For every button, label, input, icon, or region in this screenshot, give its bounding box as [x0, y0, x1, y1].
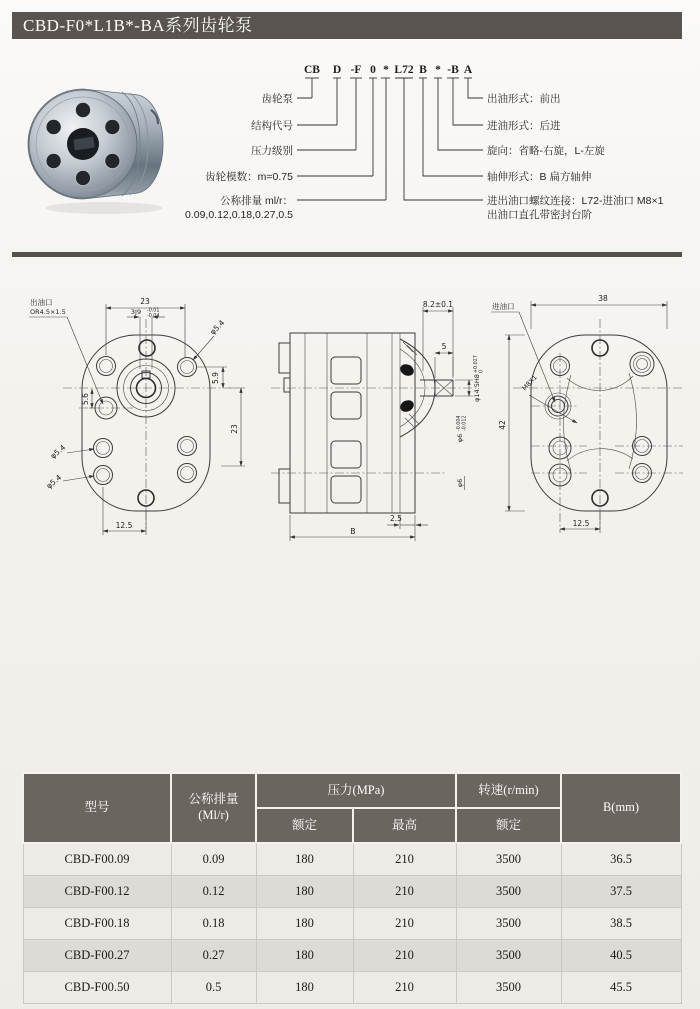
spec-table — [22, 772, 682, 1004]
model-code-connector-lines — [297, 78, 483, 200]
table-row — [23, 972, 681, 1004]
code-seg-b2: -B — [447, 64, 459, 76]
rear-view-geometry — [513, 319, 683, 533]
cell-speed: 3500 — [456, 876, 561, 908]
table-row — [23, 843, 681, 876]
front-hole-dia-tr: φ5.4 — [208, 318, 227, 337]
col-header-pressure-max: 最高 — [353, 808, 456, 843]
pump-photo-art — [28, 89, 163, 214]
col-header-pressure-group: 压力(MPa) — [256, 773, 456, 808]
side-gear-shaft-dia: φ6 — [456, 433, 464, 443]
cell-b: 36.5 — [561, 843, 681, 876]
cell-displacement: 0.12 — [171, 876, 256, 908]
front-dim-23-right: 23 — [230, 424, 239, 434]
code-seg-cb: CB — [304, 64, 320, 76]
col-header-pressure-rated: 额定 — [256, 808, 353, 843]
label-displacement-values: 0.09,0.12,0.18,0.27,0.5 — [185, 209, 293, 221]
side-dim-5: 5 — [441, 342, 447, 351]
side-bore-dia-label — [456, 476, 465, 490]
front-hole-dia-ll1: φ5.4 — [48, 442, 68, 461]
code-seg-l72: L72 — [394, 64, 414, 76]
front-view — [29, 297, 245, 535]
side-bore-dia: φ6 — [456, 478, 464, 488]
cell-pressure-rated: 180 — [256, 876, 353, 908]
cell-pressure-max: 210 — [353, 972, 456, 1004]
side-gear-shaft-tol-lower: -0.012 — [462, 415, 468, 431]
col-header-speed-group: 转速(r/min) — [456, 773, 561, 808]
rear-port-label: 进油口 — [492, 302, 515, 311]
code-seg-f: -F — [350, 64, 362, 76]
side-dim-b: B — [350, 527, 356, 536]
cell-pressure-max: 210 — [353, 908, 456, 940]
label-shaft-type: 轴伸形式：B 扁方轴伸 — [487, 171, 592, 183]
side-shaft-dia: φ14.5H8 — [473, 374, 481, 402]
rear-dim-38: 38 — [598, 294, 608, 303]
side-shaft-dia-tol-upper: +0.027 — [474, 355, 479, 373]
cell-speed: 3500 — [456, 972, 561, 1004]
cell-pressure-rated: 180 — [256, 940, 353, 972]
side-shaft-dia-tol-lower: 0 — [479, 369, 485, 373]
side-view — [271, 300, 485, 541]
table-row — [23, 940, 681, 972]
product-photo — [24, 72, 180, 218]
side-shaft-dia-label — [473, 355, 485, 402]
front-dim-23-top: 23 — [140, 297, 150, 306]
cell-b: 40.5 — [561, 940, 681, 972]
front-dim-5-9: 5.9 — [211, 372, 220, 384]
label-pressure-grade: 压力级别 — [251, 145, 293, 157]
cell-b: 45.5 — [561, 972, 681, 1004]
code-seg-b1: B — [419, 64, 427, 76]
label-gear-pump: 齿轮泵 — [261, 93, 293, 105]
model-code-left-labels — [185, 92, 293, 221]
side-gear-shaft-dia-label — [456, 416, 468, 443]
code-seg-0: 0 — [370, 64, 376, 76]
label-structure-code: 结构代号 — [251, 120, 293, 132]
label-port-thread-2: 出油口直孔带密封台阶 — [487, 209, 592, 221]
front-view-geometry — [63, 319, 231, 529]
front-dim-keyway: 3J9 — [130, 308, 142, 316]
cell-pressure-max: 210 — [353, 876, 456, 908]
col-header-displacement — [171, 773, 256, 843]
cell-displacement: 0.18 — [171, 908, 256, 940]
label-port-thread: 进出油口螺纹连接：L72-进油口 M8×1 — [487, 195, 664, 207]
cell-model: CBD-F00.27 — [23, 940, 171, 972]
rear-dim-42: 42 — [498, 420, 507, 430]
cell-pressure-max: 210 — [353, 940, 456, 972]
side-view-dimensions — [290, 300, 485, 541]
code-seg-star1: * — [383, 64, 389, 76]
front-port-spec: OR4.5×1.5 — [30, 308, 66, 316]
cell-pressure-max: 210 — [353, 843, 456, 876]
cell-displacement: 0.27 — [171, 940, 256, 972]
cell-model: CBD-F00.09 — [23, 843, 171, 876]
rear-view-dimensions — [491, 294, 667, 533]
side-view-geometry — [271, 333, 477, 513]
cell-speed: 3500 — [456, 908, 561, 940]
technical-drawings — [15, 283, 687, 575]
cell-speed: 3500 — [456, 843, 561, 876]
front-keyway-tol-upper: -0.01 — [147, 308, 160, 314]
rear-dim-12-5: 12.5 — [572, 519, 590, 528]
label-gear-module: 齿轮模数：m=0.75 — [205, 171, 293, 183]
front-keyway-tol-lower: -0.04 — [147, 314, 160, 319]
code-seg-a: A — [463, 64, 473, 76]
rear-thread-label: M8X1 — [520, 373, 539, 393]
table-row — [23, 908, 681, 940]
model-code-right-labels — [487, 92, 664, 221]
cell-pressure-rated: 180 — [256, 972, 353, 1004]
cell-displacement: 0.5 — [171, 972, 256, 1004]
code-seg-star2: * — [435, 64, 441, 76]
cell-model: CBD-F00.12 — [23, 876, 171, 908]
cell-b: 38.5 — [561, 908, 681, 940]
side-dim-8-2: 8.2±0.1 — [422, 300, 454, 309]
displacement-header-line1: 公称排量 — [188, 792, 239, 807]
cell-displacement: 0.09 — [171, 843, 256, 876]
label-rotation: 旋向：省略-右旋，L-左旋 — [487, 145, 605, 157]
cell-b: 37.5 — [561, 876, 681, 908]
label-inlet-form: 进油形式：后进 — [487, 120, 561, 132]
cell-pressure-rated: 180 — [256, 908, 353, 940]
label-outlet-form: 出油形式：前出 — [487, 93, 561, 105]
cell-model: CBD-F00.50 — [23, 972, 171, 1004]
cell-speed: 3500 — [456, 940, 561, 972]
side-dim-2-5: 2.5 — [390, 514, 402, 523]
front-hole-dia-ll2: φ5.4 — [44, 472, 64, 491]
section-divider — [12, 252, 682, 257]
page-title: CBD-F0*L1B*-BA系列齿轮泵 — [12, 12, 682, 39]
front-port-label: 出油口 — [30, 298, 53, 307]
rear-view — [491, 294, 683, 533]
displacement-header-line2: (Ml/r) — [198, 808, 229, 822]
front-dim-12-5: 12.5 — [115, 521, 133, 530]
model-code-diagram — [185, 58, 695, 230]
col-header-speed-rated: 额定 — [456, 808, 561, 843]
spec-table-body — [23, 843, 681, 1004]
col-header-model: 型号 — [23, 773, 171, 843]
table-row — [23, 876, 681, 908]
col-header-b: B(mm) — [561, 773, 681, 843]
spec-table-header — [23, 773, 681, 843]
model-code-row — [304, 64, 473, 76]
cell-pressure-rated: 180 — [256, 843, 353, 876]
cell-model: CBD-F00.18 — [23, 908, 171, 940]
label-displacement: 公称排量 ml/r： — [220, 195, 293, 207]
side-gear-shaft-tol-upper: -0.004 — [457, 415, 462, 431]
front-dim-5-6: 5.6 — [81, 393, 90, 405]
code-seg-d: D — [332, 64, 342, 76]
